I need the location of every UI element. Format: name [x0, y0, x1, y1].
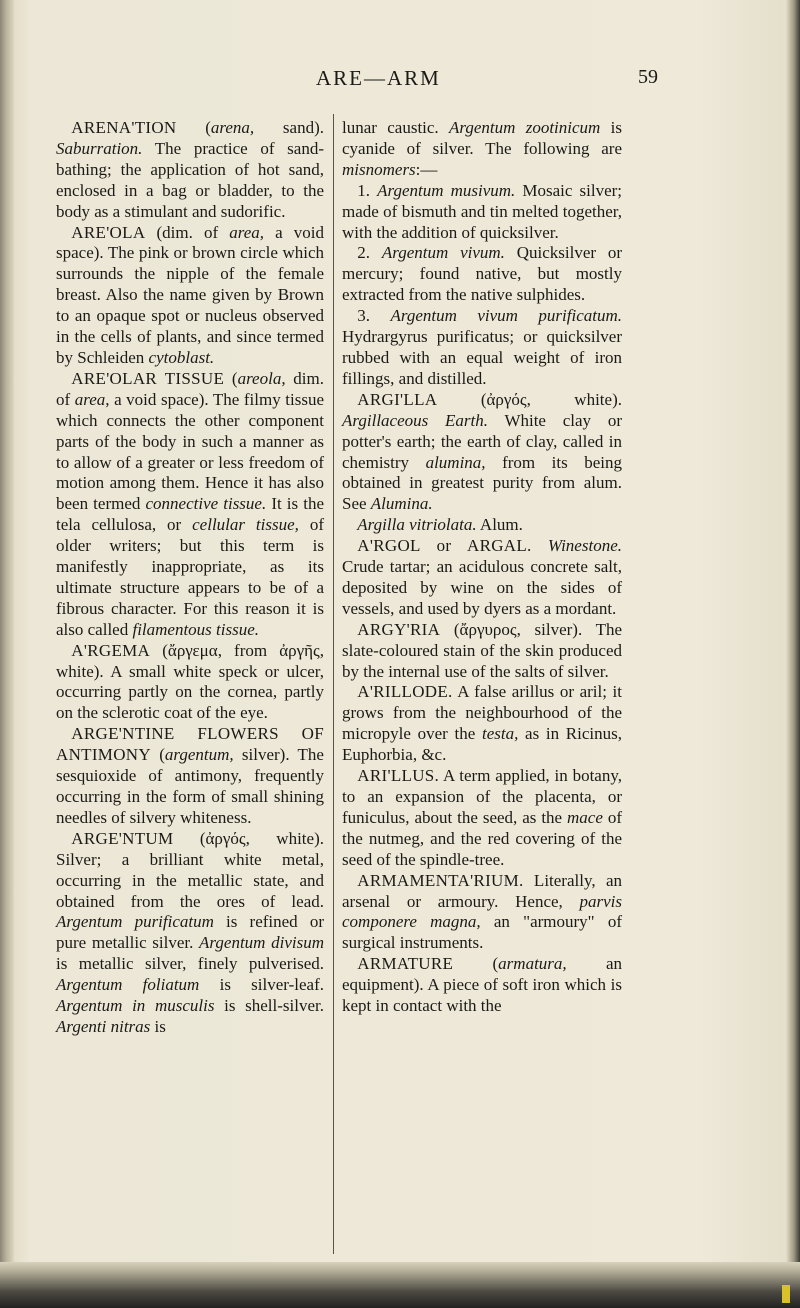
italic-term: testa,: [481, 724, 519, 744]
dictionary-entry: [342, 515, 622, 536]
entry-text: is silver-leaf.: [199, 975, 324, 995]
entry-text: a void space). The filmy tissue which connects the other component parts of the body in such a manner as to allow of a greater or less freedom of motion among them. Hence it has also been termed: [56, 389, 324, 514]
entry-text: sand).: [254, 118, 324, 137]
entry-text: (ἄργεμα, from ἀργῆς, white). A small white speck or ulcer, occurring partly on the cornea, partly on the sclerotic coat of the eye.: [56, 640, 324, 723]
dictionary-entry: [342, 306, 622, 390]
italic-term: Argenti nitras: [56, 1016, 151, 1036]
dictionary-entry: [342, 181, 622, 244]
entry-text: [532, 536, 548, 555]
italic-term: Argentum in musculis: [56, 996, 215, 1016]
running-head: ARE—ARM: [316, 66, 441, 90]
italic-term: area,: [74, 389, 110, 409]
entry-text: (ἀργός, white).: [437, 389, 622, 409]
entry-headword: ARE'OLA: [71, 222, 146, 242]
entry-text: Quicksilver or mercury; found native, but mostly extracted from the native sulphides.: [342, 243, 622, 305]
entry-text: of older writers; but this term is manifestly inappropriate, as its ultimate structure appears to be of a fibrous character. For this reason it is also called: [56, 515, 325, 639]
entry-text: (dim. of: [145, 222, 230, 242]
entry-text: is refined or pure metallic silver.: [56, 912, 324, 953]
italic-term: Argentum zootinicum: [449, 118, 601, 137]
entry-text: a void space). The pink or brown circle which surrounds the nipple of the female breast. Also the name given by Brown to an opaque spot or nucleus observed in the cells of plants, and since termed by Schleiden: [56, 222, 324, 367]
entry-text: dim. of: [56, 368, 324, 409]
dictionary-entry: [56, 641, 324, 725]
entry-headword: ARGE'NTUM: [71, 828, 174, 848]
entry-text: A false arillus or aril; it grows from the neighbourhood of the micropyle over the: [342, 682, 622, 744]
italic-term: Argentum divisum: [199, 933, 324, 953]
italic-term: Saburration.: [56, 138, 143, 158]
entry-headword: ARMATURE: [357, 954, 454, 974]
italic-term: Alumina.: [370, 494, 433, 514]
italic-term: parvis componere magna,: [342, 891, 622, 932]
italic-term: Argillaceous Earth.: [342, 410, 488, 430]
entry-text: (: [176, 118, 211, 137]
entry-text: Mosaic silver; made of bismuth and tin melted together, with the addition of quicksilver.: [342, 180, 622, 242]
dictionary-entry: [56, 223, 324, 369]
right-column: [342, 118, 622, 1017]
italic-term: arena,: [210, 118, 255, 137]
entry-text: Crude tartar; an acidulous concrete salt, deposited by wine on the sides of vessels, and used by dyers as a mordant.: [342, 557, 622, 618]
entry-text: (: [150, 745, 165, 765]
entry-text: is metallic silver, finely pulverised.: [56, 954, 324, 974]
entry-text: Literally, an arsenal or armoury. Hence,: [342, 870, 622, 911]
entry-text: silver). The sesquioxide of antimony, frequently occurring in the form of small shining needles of silvery whiteness.: [56, 745, 324, 827]
entry-text: is: [150, 1016, 166, 1036]
italic-term: armatura,: [498, 954, 567, 974]
entry-text: Alum.: [476, 515, 523, 535]
entry-text: The practice of sand-bathing; the application of hot sand, enclosed in a bag or bladder, to the body as a stimulant and sudorific.: [56, 138, 324, 221]
entry-text: It is the tela cellulosa, or: [56, 494, 324, 535]
entry-text: (ἀργός, white). Silver; a brilliant white metal, occurring in the metallic state, and obtained from the ores of lead.: [56, 828, 324, 911]
dictionary-entry: [342, 871, 622, 955]
dictionary-entry: [342, 243, 622, 306]
italic-term: cytoblast.: [148, 347, 215, 367]
entry-headword: ARENA'TION: [71, 118, 177, 137]
entry-text: 3.: [357, 306, 391, 326]
italic-term: filamentous tissue.: [132, 619, 260, 639]
entry-headword: ARI'LLUS.: [357, 766, 440, 786]
dictionary-entry: [342, 536, 622, 620]
entry-text: (: [224, 368, 238, 388]
italic-term: misnomers: [342, 159, 416, 179]
entry-text: as in Ricinus, Euphorbia, &c.: [342, 724, 622, 765]
italic-term: Winestone.: [547, 536, 622, 556]
entry-text: 2.: [357, 243, 382, 263]
entry-headword: ARMAMENTA'RIUM.: [357, 870, 524, 890]
entry-text: of the nutmeg, and the red covering of the seed of the spindle-tree.: [342, 807, 622, 869]
dictionary-entry: [56, 724, 324, 829]
dictionary-entry: [342, 620, 622, 683]
italic-term: mace: [567, 807, 603, 827]
entry-headword: ARGI'LLA: [357, 389, 438, 409]
entry-headword: A'RGEMA: [71, 640, 151, 660]
entry-text: lunar caustic.: [342, 118, 449, 137]
page-header: [0, 66, 800, 92]
italic-term: area,: [229, 222, 265, 242]
dictionary-entry: [342, 118, 622, 181]
entry-text: 1.: [357, 180, 378, 200]
italic-term: Argentum vivum purificatum.: [390, 306, 622, 326]
entry-text: from its being obtained in greatest purity from alum. See: [342, 452, 622, 514]
page-left-edge: [0, 0, 14, 1308]
italic-term: areola,: [237, 368, 286, 388]
entry-text: an equipment). A piece of soft iron which is kept in contact with the: [342, 954, 622, 1016]
dictionary-entry: [56, 369, 324, 641]
dictionary-entry: [342, 766, 622, 871]
entry-text: White clay or potter's earth; the earth of clay, called in chemistry: [342, 410, 622, 472]
color-marker: [782, 1285, 790, 1303]
dictionary-entry: [56, 118, 324, 223]
entry-text: A term applied, in botany, to an expansion of the placenta, or funiculus, about the seed, as the: [342, 766, 622, 827]
dictionary-entry: [56, 829, 324, 1038]
entry-text: :—: [415, 159, 438, 179]
entry-headword: A'RGOL or ARGAL.: [357, 536, 532, 556]
left-column: [56, 118, 324, 1038]
entry-text: an "armoury" of surgical instruments.: [342, 912, 622, 953]
page-bottom-shadow: [0, 1262, 800, 1308]
entry-text: (ἄργυρος, silver). The slate-coloured stain of the skin produced by the internal use of the salts of silver.: [342, 619, 622, 681]
dictionary-entry: [342, 954, 622, 1017]
italic-term: cellular tissue,: [192, 515, 299, 535]
page-number: 59: [638, 66, 658, 88]
entry-headword: ARGY'RIA: [357, 619, 441, 639]
italic-term: Argentum foliatum: [56, 975, 200, 995]
entry-text: is cyanide of silver. The following are: [342, 118, 622, 158]
dictionary-entry: [342, 682, 622, 766]
italic-term: Argentum purificatum: [56, 912, 214, 932]
italic-term: connective tissue.: [145, 494, 267, 514]
italic-term: argentum,: [164, 745, 234, 765]
entry-headword: ARE'OLAR TISSUE: [71, 368, 225, 388]
entry-text: (: [453, 954, 499, 974]
dictionary-entry: [342, 390, 622, 515]
italic-term: alumina,: [425, 452, 486, 472]
italic-term: Argilla vitriolata.: [357, 515, 477, 535]
italic-term: Argentum vivum.: [381, 243, 505, 263]
italic-term: Argentum musivum.: [377, 180, 516, 200]
entry-text: Hydrargyrus purificatus; or quicksilver rubbed with an equal weight of iron fillings, and distilled.: [342, 327, 622, 388]
entry-headword: A'RILLODE.: [357, 682, 453, 702]
column-divider: [333, 114, 334, 1254]
entry-text: is shell-silver.: [214, 996, 324, 1016]
entry-headword: ARGE'NTINE FLOWERS OF ANTIMONY: [56, 724, 324, 765]
page-right-edge: [786, 0, 800, 1308]
